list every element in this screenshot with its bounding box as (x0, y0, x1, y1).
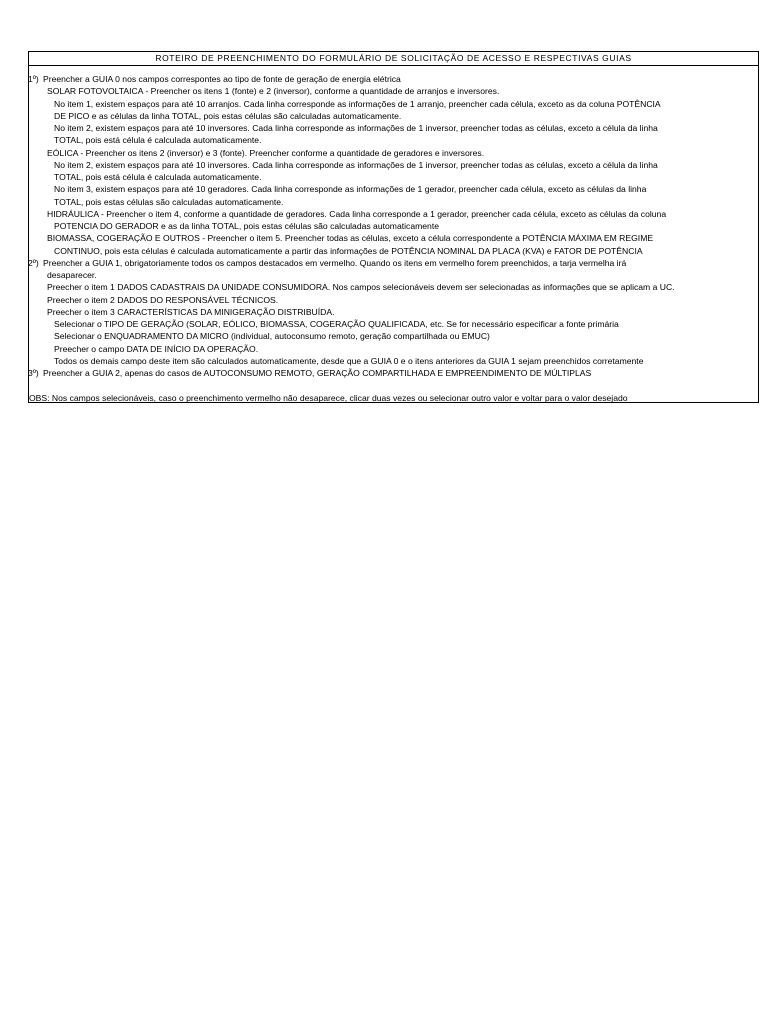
instruction-line: Preencher a GUIA 0 nos campos correspontes ao tipo de fonte de geração de energia elétrica (43, 74, 401, 84)
instruction-line: Preecher o campo DATA DE INÍCIO DA OPERAÇÃO. (54, 343, 259, 354)
instruction-line: desaparecer. (47, 270, 97, 280)
instruction-line: HIDRÁULICA - Preencher o item 4, conforme a quantidade de geradores. Cada linha corresponde a 1 gerador, preencher cada célula, exceto as células da coluna (47, 208, 667, 219)
instruction-line: Preencher a GUIA 2, apenas do casos de AUTOCONSUMO REMOTO, GERAÇÃO COMPARTILHADA E EMPREENDIMENTO DE MÚLTIPLAS (43, 368, 592, 378)
instruction-line: BIOMASSA, COGERAÇÃO E OUTROS - Preencher o item 5. Preencher todas as células, exceto a célula correspondente a POTÊNCIA MÁXIMA EM REGIME (47, 233, 654, 244)
instruction-line: Preecher o item 3 CARACTERÍSTICAS DA MINIGERAÇÃO DISTRIBUÍDA. (47, 306, 335, 317)
instruction-line: No item 2, existem espaços para até 10 inversores. Cada linha corresponde as informações de 1 inversor, preencher todas as células, exceto a célula da linha (54, 159, 658, 170)
step-number: 1º) (28, 74, 39, 84)
observation-note: OBS: Nos campos selecionáveis, caso o preenchimento vermelho não desaparece, clicar duas vezes ou selecionar outro valor e voltar para o valor desejado (29, 392, 628, 403)
instruction-line: Preencher a GUIA 1, obrigatoriamente todos os campos destacados em vermelho. Quando os itens em vermelho forem preenchidos, a tarja vermelha irá (43, 257, 627, 268)
instruction-line: Selecionar o TIPO DE GERAÇÃO (SOLAR, EÓLICO, BIOMASSA, COGERAÇÃO QUALIFICADA, etc. Se for necessário especificar a fonte primária (54, 319, 619, 329)
instruction-line: SOLAR FOTOVOLTAICA - Preencher os itens 1 (fonte) e 2 (inversor), conforme a quantidade de arranjos e inversores. (47, 86, 500, 97)
instruction-line: Preecher o item 1 DADOS CADASTRAIS DA UNIDADE CONSUMIDORA. Nos campos selecionáveis devem ser selecionadas as informações que se aplicam a UC. (47, 282, 675, 293)
step-number: 3º) (28, 368, 39, 378)
instruction-line: Preecher o item 2 DADOS DO RESPONSÁVEL TÉCNICOS. (47, 294, 279, 305)
instruction-line: TOTAL, pois está célula é calculada automaticamente. (54, 172, 262, 182)
instruction-line: No item 3, existem espaços para até 10 geradores. Cada linha corresponde as informações de 1 gerador, preencher cada célula, exceto as células da linha (54, 184, 647, 195)
step-number: 2º) (28, 257, 39, 268)
instruction-line: Selecionar o ENQUADRAMENTO DA MICRO (individual, autoconsumo remoto, geração compartilhada ou EMUC) (54, 331, 490, 342)
instruction-line: EÓLICA - Preencher os itens 2 (inversor) e 3 (fonte). Preencher conforme a quantidade de geradores e inversores. (47, 147, 485, 158)
instruction-line: No item 2, existem espaços para até 10 inversores. Cada linha corresponde as informações de 1 inversor, preencher todas as células, exceto a célula da linha (54, 123, 658, 133)
instruction-line: No item 1, existem espaços para até 10 arranjos. Cada linha corresponde as informações de 1 arranjo, preencher cada célula, exceto as da coluna POTÊNCIA (54, 98, 661, 109)
instruction-line: POTENCIA DO GERADOR e as da linha TOTAL, pois estas células são calculadas automaticamente (54, 221, 439, 231)
instructions-sheet (28, 51, 759, 403)
instruction-line: DE PICO e as células da linha TOTAL, pois estas células são calculadas automaticamente. (54, 110, 402, 121)
instruction-line: CONTINUO, pois esta células é calculada automaticamente a partir das informações de POTÊNCIA NOMINAL DA PLACA (KVA) e FATOR DE POTÊNCIA (54, 245, 643, 256)
instruction-line: Todos os demais campo deste item são calculados automaticamente, desde que a GUIA 0 e o itens anteriores da GUIA 1 sejam preenchidos corretamente (54, 355, 644, 366)
instruction-line: TOTAL, pois está célula é calculada automaticamente. (54, 135, 262, 146)
sheet-title: ROTEIRO DE PREENCHIMENTO DO FORMULÁRIO DE SOLICITAÇÃO DE ACESSO E RESPECTIVAS GUIAS (29, 52, 758, 66)
instruction-line: TOTAL, pois estas células são calculadas automaticamente. (54, 196, 284, 207)
